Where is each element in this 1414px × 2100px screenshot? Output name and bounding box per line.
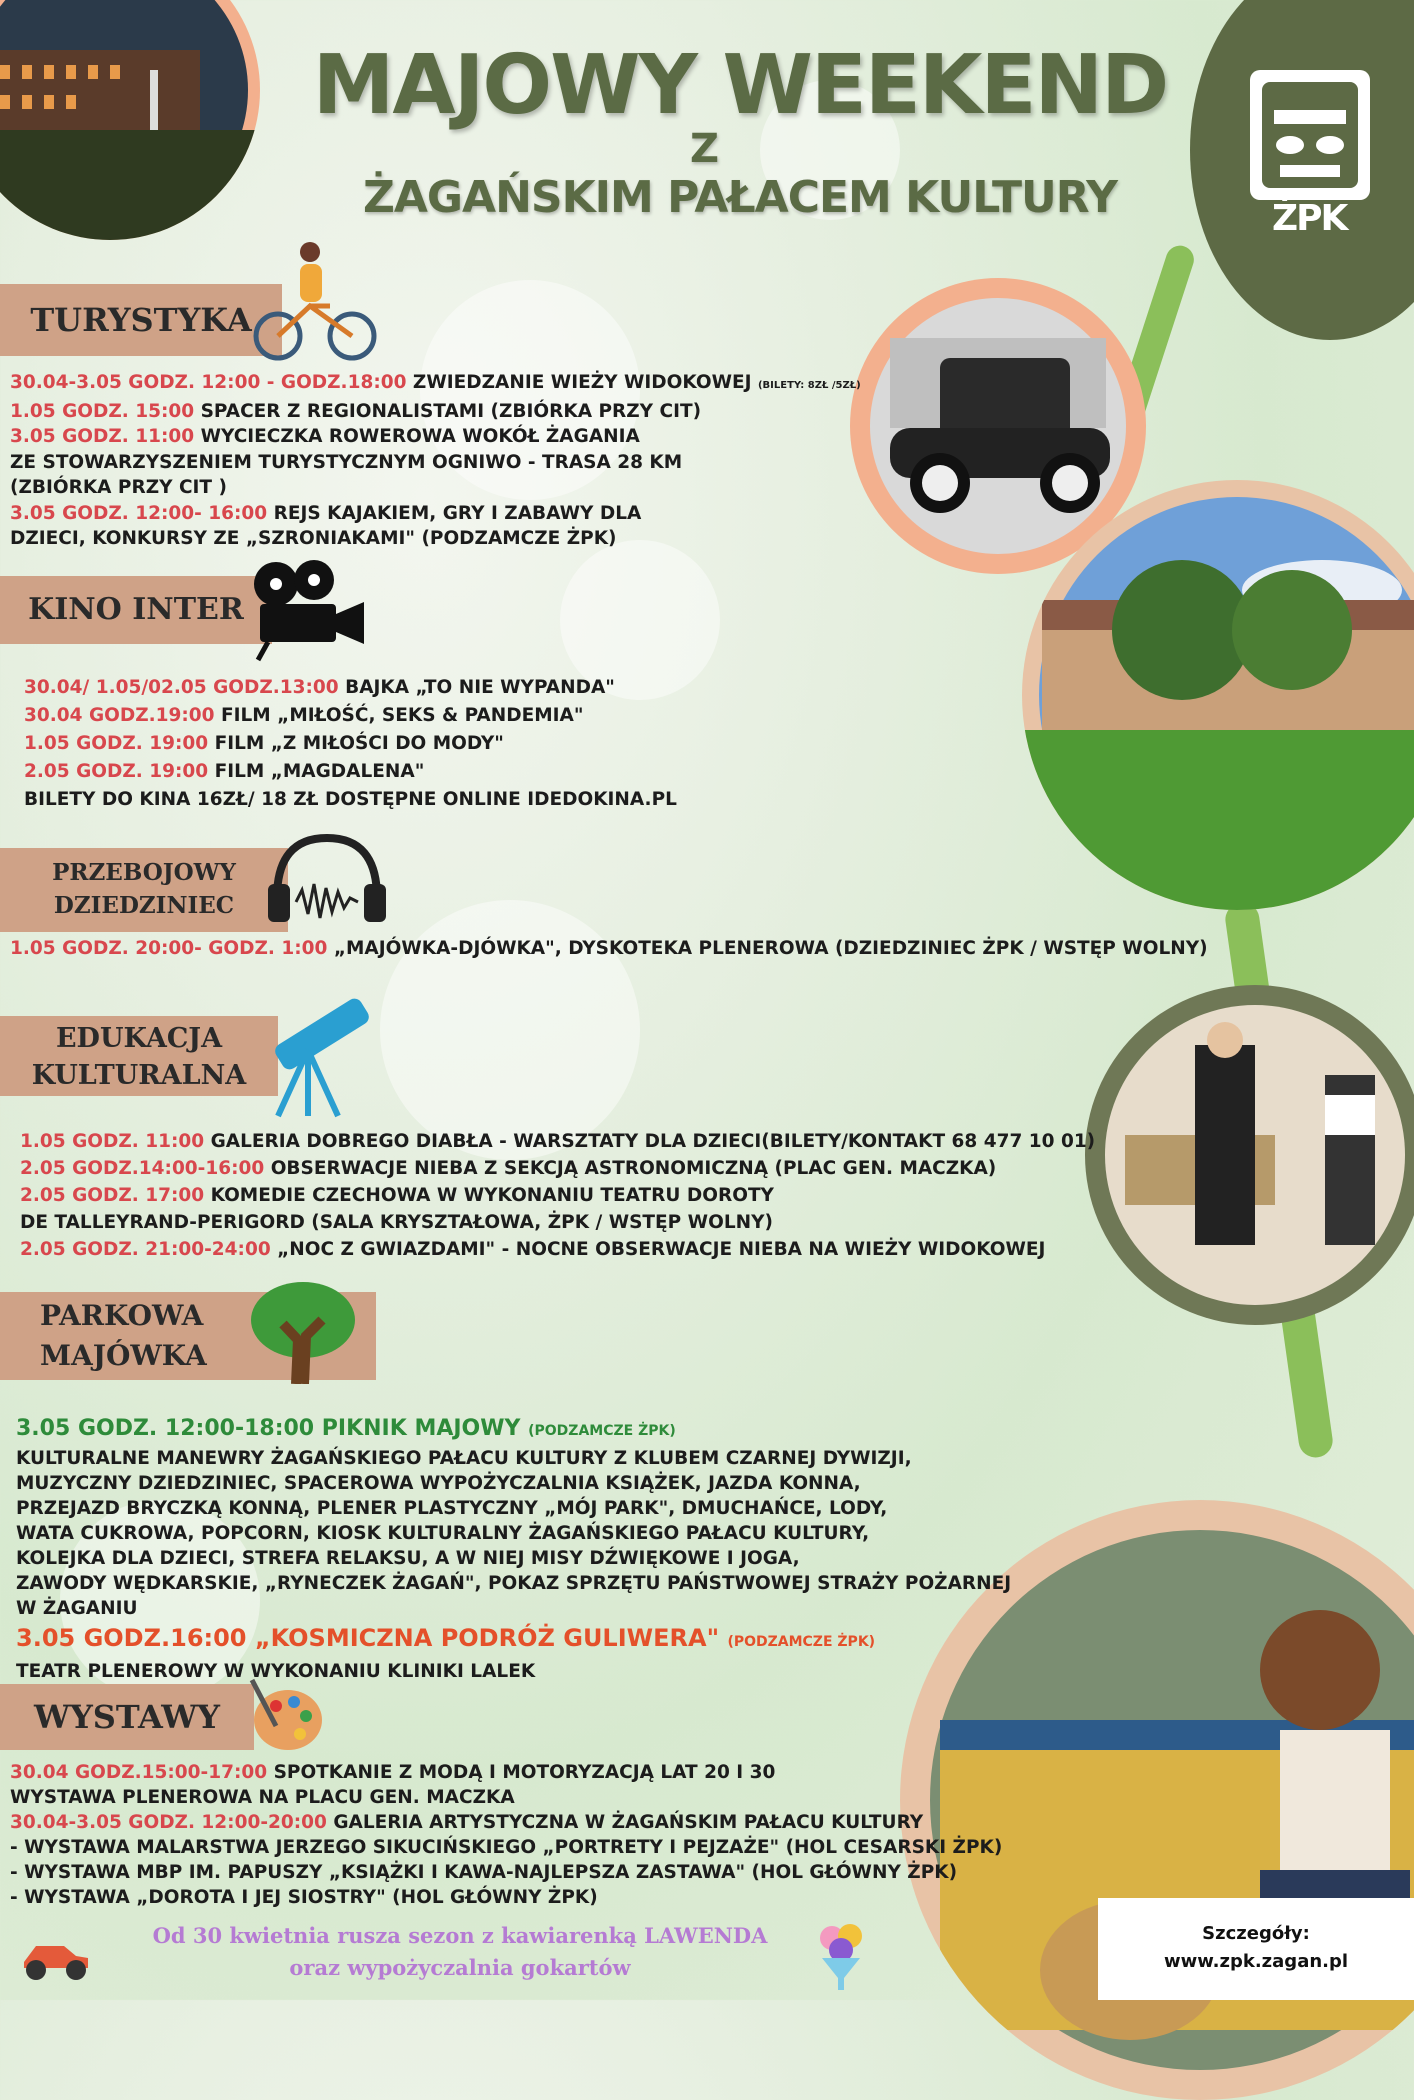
schedule-line: (ZBIÓRKA PRZY CIT ): [10, 477, 227, 498]
schedule-line: - WYSTAWA MALARSTWA JERZEGO SIKUCIŃSKIEGO „PORTRETY I PEJZAŻE" (HOL CESARSKI ŻPK): [10, 1837, 1003, 1858]
section-heading-wystawy: [0, 1684, 254, 1750]
details-url[interactable]: www.zpk.zagan.pl: [1163, 1951, 1349, 1972]
bicycle-rider-icon: [250, 236, 380, 370]
schedule-line: 2.05 GODZ.14:00-16:00 OBSERWACJE NIEBA Z SEKCJĄ ASTRONOMICZNĄ (PLAC GEN. MACZKA): [20, 1158, 997, 1179]
schedule-line: 1.05 GODZ. 19:00 FILM „Z MIŁOŚCI DO MODY": [24, 733, 504, 754]
section-title-dziedziniec-line2: DZIEDZINIEC: [53, 892, 235, 919]
piknik-heading: 3.05 GODZ. 12:00-18:00 PIKNIK MAJOWY (PODZAMCZE ŻPK): [16, 1416, 676, 1441]
wystawy-schedule: [10, 1760, 1002, 1910]
schedule-line: TEATR PLENEROWY W WYKONANIU KLINIKI LALEK: [16, 1661, 536, 1682]
details-label: Szczegóły:: [1202, 1923, 1310, 1944]
turystyka-schedule: [10, 370, 861, 552]
schedule-line: WYSTAWA PLENEROWA NA PLACU GEN. MACZKA: [10, 1787, 515, 1808]
schedule-line: 30.04-3.05 GODZ. 12:00 - GODZ.18:00 ZWIEDZANIE WIEŻY WIDOKOWEJ (BILETY: 8ZŁ /5ZŁ): [10, 372, 861, 393]
schedule-line: KULTURALNE MANEWRY ŻAGAŃSKIEGO PAŁACU KULTURY Z KLUBEM CZARNEJ DYWIZJI,: [16, 1448, 912, 1469]
schedule-line: - WYSTAWA MBP IM. PAPUSZY „KSIĄŻKI I KAWA-NAJLEPSZA ZASTAWA" (HOL GŁÓWNY ŻPK): [10, 1862, 958, 1883]
schedule-line: 2.05 GODZ. 21:00-24:00 „NOC Z GWIAZDAMI" - NOCNE OBSERWACJE NIEBA NA WIEŻY WIDOKOWEJ: [20, 1239, 1046, 1260]
headphones-icon: [262, 828, 392, 932]
film-camera-icon: [248, 556, 368, 670]
schedule-line: PRZEJAZD BRYCZKĄ KONNĄ, PLENER PLASTYCZNY „MÓJ PARK", DMUCHAŃCE, LODY,: [16, 1498, 888, 1519]
schedule-line: 2.05 GODZ. 19:00 FILM „MAGDALENA": [24, 761, 425, 782]
palace-night-photo: [0, 0, 260, 240]
page-title: MAJOWY WEEKEND: [312, 38, 1168, 133]
schedule-line: 30.04 GODZ.19:00 FILM „MIŁOŚĆ, SEKS & PANDEMIA": [24, 705, 584, 726]
palette-icon: [246, 1676, 326, 1760]
schedule-line: WATA CUKROWA, POPCORN, KIOSK KULTURALNY ŻAGAŃSKIEGO PAŁACU KULTURY,: [16, 1523, 870, 1544]
title-connector: Z: [690, 126, 720, 172]
logo-text: ŻPK: [1272, 198, 1347, 239]
promo-line2: oraz wypożyczalnia gokartów: [289, 1955, 631, 1980]
section-heading-turystyka: [0, 284, 282, 356]
section-title-turystyka: TURYSTYKA: [30, 301, 252, 339]
schedule-line: BILETY DO KINA 16ZŁ/ 18 ZŁ DOSTĘPNE ONLINE IDEDOKINA.PL: [24, 789, 677, 810]
section-title-dziedziniec-line1: PRZEBOJOWY: [52, 859, 236, 886]
promo-text: [120, 1920, 800, 1984]
schedule-line: - WYSTAWA „DOROTA I JEJ SIOSTRY" (HOL GŁÓWNY ŻPK): [10, 1887, 598, 1908]
schedule-line: ZAWODY WĘDKARSKIE, „RYNECZEK ŻAGAŃ", POKAZ SPRZĘTU PAŃSTWOWEJ STRAŻY POŻARNEJ: [16, 1573, 1012, 1594]
schedule-line: DZIECI, KONKURSY ZE „SZRONIAKAMI" (PODZAMCZE ŻPK): [10, 528, 617, 549]
schedule-line: DE TALLEYRAND-PERIGORD (SALA KRYSZTAŁOWA, ŻPK / WSTĘP WOLNY): [20, 1212, 773, 1233]
dziedziniec-schedule: [10, 936, 1208, 962]
schedule-line: MUZYCZNY DZIEDZINIEC, SPACEROWA WYPOŻYCZALNIA KSIĄŻEK, JAZDA KONNA,: [16, 1473, 861, 1494]
schedule-line: W ŻAGANIU: [16, 1598, 138, 1619]
schedule-line: 30.04-3.05 GODZ. 12:00-20:00 GALERIA ARTYSTYCZNA W ŻAGAŃSKIM PAŁACU KULTURY: [10, 1812, 924, 1833]
page-subtitle: ŻAGAŃSKIM PAŁACEM KULTURY: [362, 172, 1118, 223]
guliwer-heading: 3.05 GODZ.16:00 „KOSMICZNA PODRÓŻ GULIWERA" (PODZAMCZE ŻPK): [16, 1624, 876, 1652]
schedule-line: 30.04/ 1.05/02.05 GODZ.13:00 BAJKA „TO NIE WYPANDA": [24, 677, 615, 698]
details-box: [1098, 1898, 1414, 2000]
schedule-line: KOLEJKA DLA DZIECI, STREFA RELAKSU, A W NIEJ MISY DŹWIĘKOWE I JOGA,: [16, 1548, 800, 1569]
schedule-line: 1.05 GODZ. 20:00- GODZ. 1:00 „MAJÓWKA-DJÓWKA", DYSKOTEKA PLENEROWA (DZIEDZINIEC ŻPK / WSTĘP WOLNY): [10, 938, 1208, 959]
schedule-line: ZE STOWARZYSZENIEM TURYSTYCZNYM OGNIWO - TRASA 28 KM: [10, 451, 683, 473]
schedule-line: 2.05 GODZ. 17:00 KOMEDIE CZECHOWA W WYKONANIU TEATRU DOROTY: [20, 1185, 774, 1206]
promo-line1: Od 30 kwietnia rusza sezon z kawiarenką LAWENDA: [152, 1923, 768, 1948]
telescope-icon: [258, 980, 378, 1124]
section-title-parkowa-line2: MAJÓWKA: [40, 1339, 207, 1372]
section-heading-dziedziniec: [0, 848, 288, 932]
section-title-edukacja-line1: EDUKACJA: [55, 1023, 223, 1054]
schedule-line: 1.05 GODZ. 11:00 GALERIA DOBREGO DIABŁA - WARSZTATY DLA DZIECI(BILETY/KONTAKT 68 477 10 01): [20, 1131, 1096, 1152]
zpk-logo: [1190, 0, 1414, 340]
edukacja-schedule: [20, 1128, 1095, 1263]
theater-performance-photo: [1085, 985, 1414, 1325]
parkowa-schedule: [16, 1414, 1011, 1684]
tree-icon: [248, 1280, 358, 1388]
schedule-line: 3.05 GODZ. 12:00- 16:00 REJS KAJAKIEM, GRY I ZABAWY DLA: [10, 502, 642, 524]
schedule-line: 30.04 GODZ.15:00-17:00 SPOTKANIE Z MODĄ I MOTORYZACJĄ LAT 20 I 30: [10, 1762, 776, 1783]
ice-cream-icon: [814, 1918, 868, 1998]
section-title-edukacja-line2: KULTURALNA: [31, 1060, 247, 1091]
section-title-parkowa-line1: PARKOWA: [40, 1299, 204, 1332]
go-kart-icon: [18, 1926, 92, 1986]
schedule-line: 1.05 GODZ. 15:00 SPACER Z REGIONALISTAMI (ZBIÓRKA PRZY CIT): [10, 400, 702, 422]
kino-schedule: [24, 674, 677, 814]
section-heading-edukacja: [0, 1016, 278, 1096]
schedule-line: 3.05 GODZ. 11:00 WYCIECZKA ROWEROWA WOKÓŁ ŻAGANIA: [10, 426, 640, 447]
section-title-kino: KINO INTER: [28, 592, 244, 627]
section-title-wystawy: WYSTAWY: [34, 1698, 220, 1736]
section-heading-kino: [0, 576, 272, 644]
